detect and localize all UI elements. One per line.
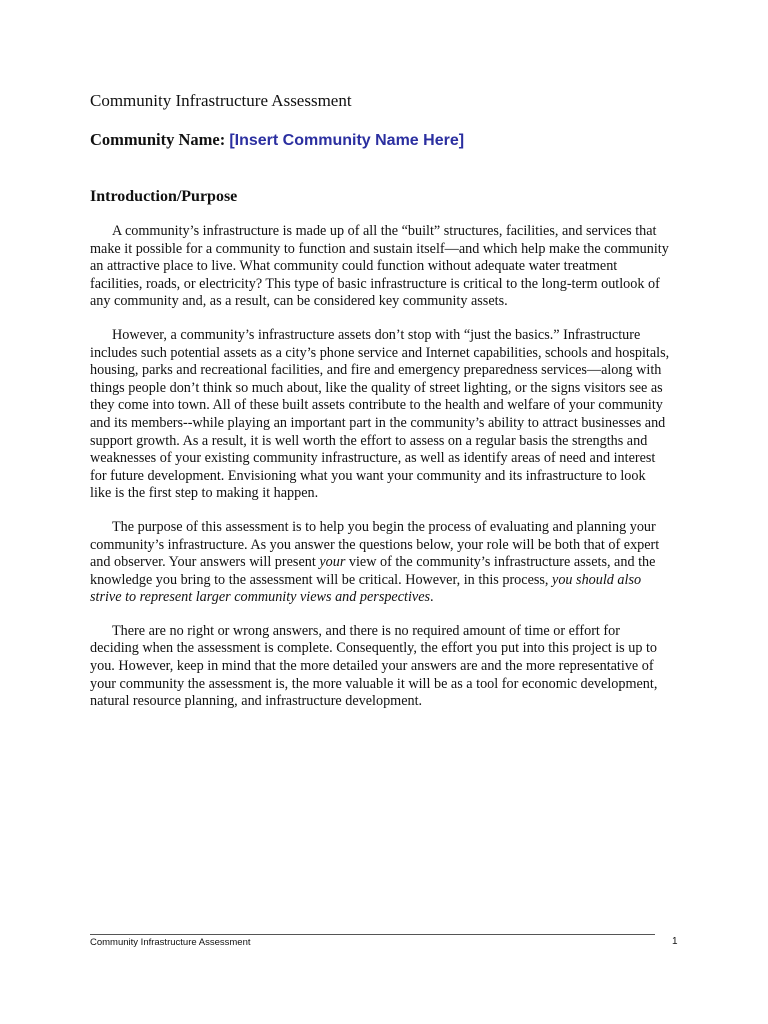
body-text: [90, 223, 670, 727]
page-number: 1: [672, 936, 678, 947]
paragraph-3-emphasis-perspectives: you should also strive to represent larger community views and perspectives: [90, 571, 642, 606]
community-name-line: [90, 130, 464, 150]
paragraph-3: [90, 519, 670, 607]
community-name-label: Community Name:: [90, 130, 226, 149]
footer-divider: [90, 934, 655, 935]
paragraph-3-emphasis-your: your: [319, 554, 346, 571]
paragraph-1: A community’s infrastructure is made up of all the “built” structures, facilities, and services that make it possible for a community to function and sustain itself—and which help make the community an attractive place to live. What community could function without adequate water treatment facilities, roads, or electricity? This type of basic infrastructure is critical to the long-term outlook of any community and, as a result, can be considered key community assets.: [90, 223, 669, 310]
community-name-placeholder: [Insert Community Name Here]: [229, 132, 465, 149]
paragraph-3-text-1: The purpose of this assessment is to help you begin the process of evaluating and planning your community’s infrastructure. As you answer the questions below, your role will be both that of expert and observer. Your answers will present: [90, 518, 660, 571]
paragraph-4: There are no right or wrong answers, and there is no required amount of time or effort for deciding when the assessment is complete. Consequently, the effort you put into this project is up to you. However, keep in mind that the more detailed your answers are and the more representative of your community the assessment is, the more valuable it will be as a tool for economic development, natural resource planning, and infrastructure development.: [90, 622, 658, 710]
section-heading-introduction: Introduction/Purpose: [90, 188, 238, 205]
footer-title: Community Infrastructure Assessment: [90, 937, 251, 948]
paragraph-3-text-3: .: [430, 589, 434, 606]
document-title: Community Infrastructure Assessment: [90, 91, 352, 110]
paragraph-3-text-2: view of the community’s infrastructure assets, and the knowledge you bring to the assessment will be critical. However, in this process,: [90, 554, 656, 588]
paragraph-2: However, a community’s infrastructure assets don’t stop with “just the basics.” Infrastructure includes such potential assets as a city’s phone service and Internet capabilities, schools and hospitals, housing, parks and recreational facilities, and fire and emergency preparedness services—along with things people don’t think so much about, like the quality of street lighting, or the signs visitors see as they come into town. All of these built assets contribute to the health and welfare of your community and its members--while playing an important part in the community’s ability to attract businesses and support growth. As a result, it is well worth the effort to assess on a regular basis the strengths and weaknesses of your existing community infrastructure, as well as identify areas of need and interest for future development. Envisioning what you want your community and its infrastructure to look like is the first step to making it happen.: [90, 326, 670, 502]
